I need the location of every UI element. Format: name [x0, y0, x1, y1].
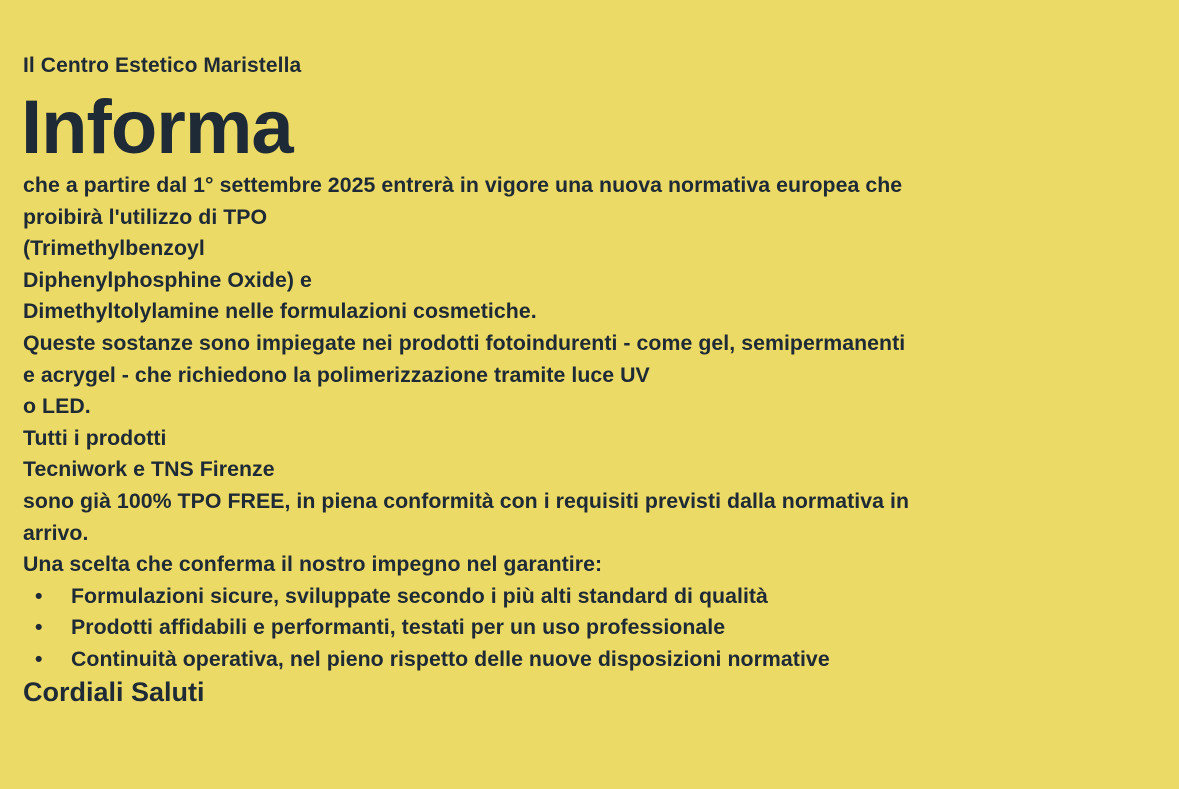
closing-greeting: Cordiali Saluti	[23, 676, 205, 707]
body-line: Tutti i prodotti	[23, 425, 167, 450]
subtitle: Il Centro Estetico Maristella	[23, 54, 302, 77]
body-line: Una scelta che conferma il nostro impegno nel garantire:	[23, 552, 603, 577]
body-line: o LED.	[23, 394, 91, 419]
bullet-text: Prodotti affidabili e performanti, testati per un uso professionale	[71, 615, 726, 640]
body-line: Tecniwork e TNS Firenze	[23, 457, 275, 482]
bullet-text: Formulazioni sicure, sviluppate secondo i più alti standard di qualità	[71, 583, 768, 608]
bullet-item	[23, 612, 1159, 644]
body-line: proibirà l'utilizzo di TPO	[23, 204, 268, 229]
bullet-list	[23, 581, 1159, 676]
bullet-item	[23, 644, 1159, 676]
body-line: che a partire dal 1° settembre 2025 entrerà in vigore una nuova normativa europea che	[23, 173, 903, 197]
bullet-icon: •	[35, 615, 43, 640]
notice-body	[23, 170, 1159, 676]
body-line: Diphenylphosphine Oxide) e	[23, 267, 312, 292]
body-line: Queste sostanze sono impiegate nei prodotti fotoindurenti - come gel, semipermanenti	[23, 330, 906, 355]
page-title: Informa	[21, 85, 293, 170]
bullet-item	[23, 581, 1159, 613]
bullet-icon: •	[35, 646, 43, 671]
body-line: sono già 100% TPO FREE, in piena conformità con i requisiti previsti dalla normativa in	[23, 488, 909, 513]
body-line: Dimethyltolylamine nelle formulazioni cosmetiche.	[23, 299, 537, 324]
body-line: arrivo.	[23, 520, 89, 545]
body-line: e acrygel - che richiedono la polimerizzazione tramite luce UV	[23, 362, 650, 387]
bullet-icon: •	[35, 583, 43, 608]
bullet-text: Continuità operativa, nel pieno rispetto delle nuove disposizioni normative	[71, 646, 830, 671]
body-line: (Trimethylbenzoyl	[23, 236, 205, 261]
